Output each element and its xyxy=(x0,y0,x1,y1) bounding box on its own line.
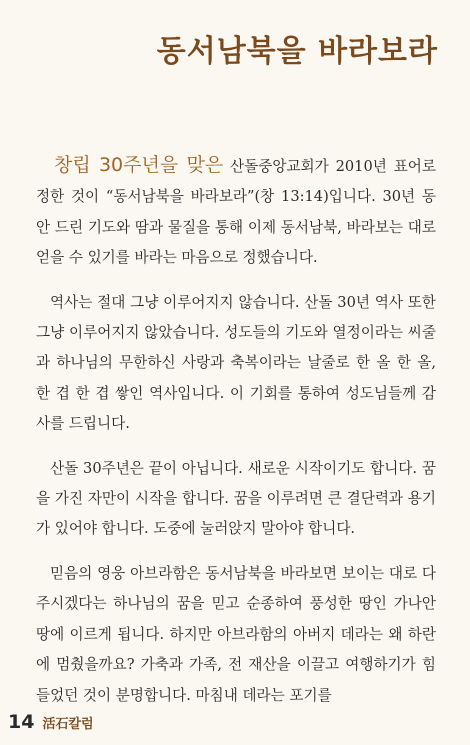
paragraph-2: 역사는 절대 그냥 이루어지지 않습니다. 산돌 30년 역사 또한 그냥 이루어지지 않았습니다. 성도들의 기도와 열정이라는 씨줄과 하나님의 무한하신 사랑과 축복이라는 날줄로 한 올 한 올, 한 겹 한 겹 쌓인 역사입니다. 이 기회를 통하여 성도님들께 감사를 드립니다. xyxy=(36,293,436,433)
column-series-name: 活石칼럼 xyxy=(42,717,94,732)
page-footer xyxy=(8,711,94,733)
page-title: 동서남북을 바라보라 xyxy=(156,34,438,69)
paragraph-1 xyxy=(36,150,436,274)
article-body xyxy=(36,150,436,725)
paragraph-4: 믿음의 영웅 아브라함은 동서남북을 바라보면 보이는 대로 다 주시겠다는 하나님의 꿈을 믿고 순종하여 풍성한 땅인 가나안 땅에 이르게 됩니다. 하지만 아브라함의 아버지 데라는 왜 하란에 멈췄을까요? 가축과 가족, 전 재산을 이끌고 여행하기가 힘들었던 것이 분명합니다. 마침내 데라는 포기를 xyxy=(36,564,436,704)
lead-phrase: 창립 30주년을 맞은 xyxy=(54,154,224,176)
paragraph-3: 산돌 30주년은 끝이 아닙니다. 새로운 시작이기도 합니다. 꿈을 가진 자만이 시작을 합니다. 꿈을 이루려면 큰 결단력과 용기가 있어야 합니다. 도중에 눌러앉지 말아야 합니다. xyxy=(36,459,436,538)
page-number: 14 xyxy=(8,711,35,733)
paragraph-1-text: 산돌중앙교회가 2010년 표어로 정한 것이 “동서남북을 바라보라”(창 13:14)입니다. 30년 동안 드린 기도와 땀과 물질을 통해 이제 동서남북, 바라보는 대로 얻을 수 있기를 바라는 마음으로 정했습니다. xyxy=(36,158,436,267)
